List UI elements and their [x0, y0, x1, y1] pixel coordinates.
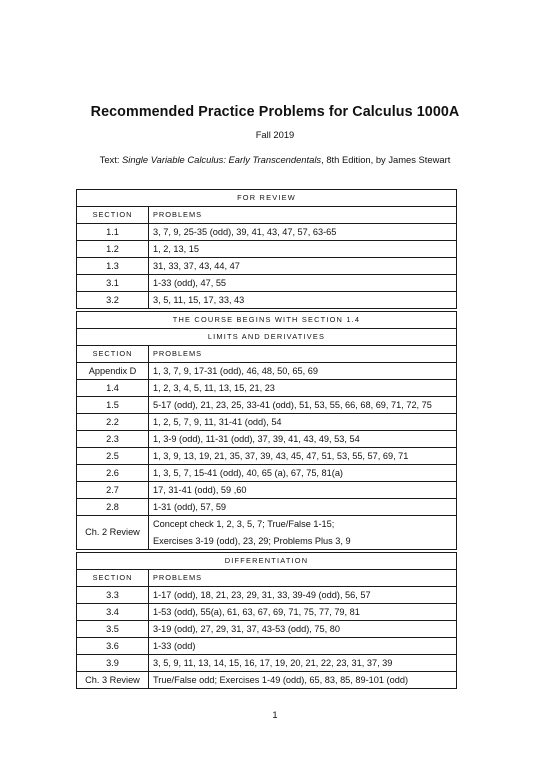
problems-text: 1, 3-9 (odd), 11-31 (odd), 37, 39, 41, 43, 49, 53, 54	[153, 434, 360, 444]
table-row	[77, 413, 456, 430]
table-row	[77, 637, 456, 654]
column-header-section: SECTION	[77, 207, 149, 223]
problems-cell	[149, 621, 456, 637]
problems-text: 3, 5, 11, 15, 17, 33, 43	[153, 295, 245, 305]
problems-cell	[149, 465, 456, 481]
section-number: 1.1	[77, 224, 149, 240]
problems-cell	[149, 431, 456, 447]
section-number: 3.5	[77, 621, 149, 637]
section-number: 3.2	[77, 292, 149, 308]
problems-text: 1, 3, 7, 9, 17-31 (odd), 46, 48, 50, 65, 69	[153, 366, 318, 376]
column-header-section: SECTION	[77, 570, 149, 586]
table-row	[77, 430, 456, 447]
table-row	[77, 223, 456, 240]
column-header-section: SECTION	[77, 346, 149, 362]
section-number: 2.8	[77, 499, 149, 515]
section-number: 2.2	[77, 414, 149, 430]
section-number: 3.3	[77, 587, 149, 603]
problems-text: 31, 33, 37, 43, 44, 47	[153, 261, 240, 271]
section-number: 1.4	[77, 380, 149, 396]
problems-text: True/False odd; Exercises 1-49 (odd), 65, 83, 85, 89-101 (odd)	[153, 675, 409, 685]
section-heading: LIMITS AND DERIVATIVES	[77, 328, 456, 345]
problems-cell	[149, 292, 456, 308]
page-number: 1	[272, 709, 278, 720]
table-row	[77, 464, 456, 481]
problems-text: 17, 31-41 (odd), 59 ,60	[153, 485, 247, 495]
problems-cell	[149, 275, 456, 291]
table-row	[77, 362, 456, 379]
problems-text: 1-31 (odd), 57, 59	[153, 502, 227, 512]
section-heading: THE COURSE BEGINS WITH SECTION 1.4	[172, 315, 361, 324]
table-row	[77, 498, 456, 515]
table-row	[77, 620, 456, 637]
problems-cell	[149, 655, 456, 671]
section-heading: FOR REVIEW	[237, 193, 296, 202]
problems-cell	[149, 516, 456, 549]
problems-text: Exercises 3-19 (odd), 23, 29; Problems Plus 3, 9	[153, 536, 351, 546]
problems-text: 3, 7, 9, 25-35 (odd), 39, 41, 43, 47, 57, 63-65	[153, 227, 337, 237]
problems-text: 1, 2, 3, 4, 5, 11, 13, 15, 21, 23	[153, 383, 275, 393]
section-heading: DIFFERENTIATION	[224, 556, 309, 565]
problems-text: 1-33 (odd), 47, 55	[153, 278, 227, 288]
section-number: 1.3	[77, 258, 149, 274]
problems-text: 1, 3, 5, 7, 15-41 (odd), 40, 65 (a), 67, 75, 81(a)	[153, 468, 343, 478]
problems-text: 1-17 (odd), 18, 21, 23, 29, 31, 33, 39-49 (odd), 56, 57	[153, 590, 371, 600]
problems-cell	[149, 499, 456, 515]
section-number: 2.5	[77, 448, 149, 464]
table-section	[76, 189, 457, 309]
book-title: Single Variable Calculus: Early Transcendentals	[122, 154, 322, 165]
problems-cell	[149, 241, 456, 257]
column-header-row	[77, 206, 456, 223]
text-suffix: , 8th Edition, by James Stewart	[321, 154, 451, 165]
problems-text: 1, 2, 5, 7, 9, 11, 31-41 (odd), 54	[153, 417, 282, 427]
section-number: 1.5	[77, 397, 149, 413]
table-row	[77, 257, 456, 274]
problems-text: 1-33 (odd)	[153, 641, 196, 651]
practice-problems-table	[76, 189, 457, 689]
term-label: Fall 2019	[255, 129, 295, 140]
section-number: 3.9	[77, 655, 149, 671]
problems-cell	[149, 258, 456, 274]
section-number: 1.2	[77, 241, 149, 257]
problems-cell	[149, 380, 456, 396]
problems-text: 1, 3, 9, 13, 19, 21, 35, 37, 39, 43, 45, 47, 51, 53, 55, 57, 69, 71	[153, 451, 409, 461]
column-header-problems: PROBLEMS	[153, 573, 203, 582]
problems-cell	[149, 363, 456, 379]
problems-cell	[149, 482, 456, 498]
table-row	[77, 396, 456, 413]
table-row	[77, 379, 456, 396]
table-row	[77, 515, 456, 549]
problems-cell	[149, 414, 456, 430]
section-number: Ch. 2 Review	[77, 516, 149, 549]
problems-cell	[149, 448, 456, 464]
problems-cell	[149, 397, 456, 413]
section-number: 2.6	[77, 465, 149, 481]
section-number: 3.4	[77, 604, 149, 620]
problems-cell	[149, 672, 456, 688]
problems-text: 3, 5, 9, 11, 13, 14, 15, 16, 17, 19, 20, 21, 22, 23, 31, 37, 39	[153, 658, 393, 668]
table-row	[77, 654, 456, 671]
table-row	[77, 447, 456, 464]
section-number: 3.6	[77, 638, 149, 654]
table-section	[76, 552, 457, 689]
column-header-row	[77, 345, 456, 362]
problems-text: 1-53 (odd), 55(a), 61, 63, 67, 69, 71, 75, 77, 79, 81	[153, 607, 360, 617]
section-number: 2.3	[77, 431, 149, 447]
section-number: Appendix D	[77, 363, 149, 379]
problems-cell	[149, 587, 456, 603]
problems-cell	[149, 604, 456, 620]
table-section	[76, 311, 457, 550]
table-row	[77, 291, 456, 308]
table-row	[77, 586, 456, 603]
textbook-line	[0, 154, 550, 165]
table-row	[77, 481, 456, 498]
problems-cell	[149, 224, 456, 240]
text-prefix: Text:	[99, 154, 123, 165]
table-row	[77, 603, 456, 620]
section-number: Ch. 3 Review	[77, 672, 149, 688]
column-header-row	[77, 569, 456, 586]
problems-text: Concept check 1, 2, 3, 5, 7; True/False 1-15;	[153, 519, 335, 529]
problems-text: 3-19 (odd), 27, 29, 31, 37, 43-53 (odd), 75, 80	[153, 624, 340, 634]
table-row	[77, 274, 456, 291]
table-row	[77, 671, 456, 688]
problems-text: 5-17 (odd), 21, 23, 25, 33-41 (odd), 51, 53, 55, 66, 68, 69, 71, 72, 75	[153, 400, 432, 410]
problems-cell	[149, 638, 456, 654]
section-number: 2.7	[77, 482, 149, 498]
document-title: Recommended Practice Problems for Calculus 1000A	[90, 104, 460, 120]
column-header-problems: PROBLEMS	[153, 210, 203, 219]
section-number: 3.1	[77, 275, 149, 291]
column-header-problems: PROBLEMS	[153, 349, 203, 358]
problems-text: 1, 2, 13, 15	[153, 244, 199, 254]
table-row	[77, 240, 456, 257]
